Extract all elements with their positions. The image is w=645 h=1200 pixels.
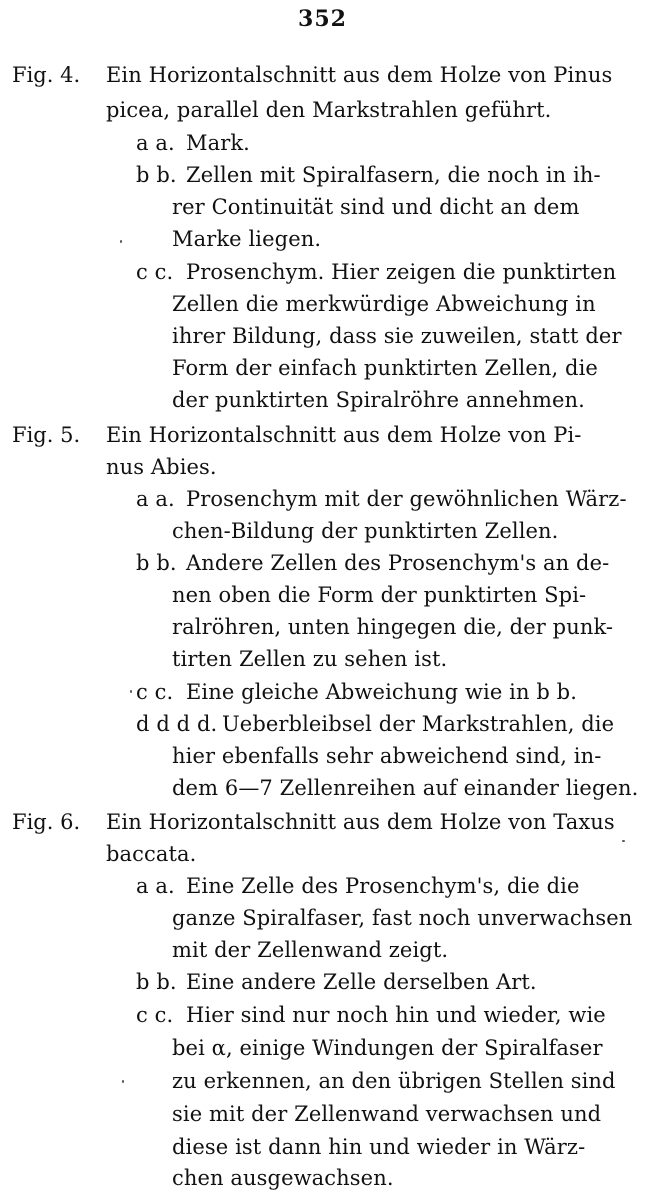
figure-4-item-c-line-2: Zellen die merkwürdige Abweichung in bbox=[172, 292, 596, 316]
figure-6-item-c-line-5: diese ist dann hin und wieder in Wärz- bbox=[172, 1135, 586, 1159]
figure-4-item-c-line-3: ihrer Bildung, dass sie zuweilen, statt der bbox=[172, 324, 622, 348]
scan-speck bbox=[120, 240, 122, 243]
scan-speck bbox=[122, 1080, 124, 1083]
figure-4-heading-line-2: picea, parallel den Markstrahlen geführt. bbox=[106, 98, 552, 122]
figure-6-item-c-line-2: bei α, einige Windungen der Spiralfaser bbox=[172, 1036, 603, 1060]
figure-6-item-a-key: a a. bbox=[136, 874, 175, 898]
figure-5-item-a-line-1: Prosenchym mit der gewöhnlichen Wärz- bbox=[186, 487, 627, 511]
figure-4-item-b-key: b b. bbox=[136, 163, 177, 187]
figure-5-heading-line-2: nus Abies. bbox=[106, 455, 217, 479]
figure-4-item-a-key: a a. bbox=[136, 131, 175, 155]
figure-5-item-b-line-1: Andere Zellen des Prosenchym's an de- bbox=[186, 551, 610, 575]
figure-6-heading-line-2: baccata. bbox=[106, 842, 197, 866]
figure-5-heading-line-1: Ein Horizontalschnitt aus dem Holze von Pi- bbox=[106, 423, 582, 447]
figure-5-item-d-key: d d d d. bbox=[136, 712, 218, 736]
figure-6-item-c-line-1: Hier sind nur noch hin und wieder, wie bbox=[186, 1003, 606, 1027]
figure-5-item-d-line-2: hier ebenfalls sehr abweichend sind, in- bbox=[172, 744, 602, 768]
figure-6-label: Fig. 6. bbox=[12, 810, 81, 834]
figure-6-item-a-line-3: mit der Zellenwand zeigt. bbox=[172, 938, 449, 962]
figure-4-item-b-line-2: rer Continuität sind und dicht an dem bbox=[172, 195, 580, 219]
scan-speck bbox=[622, 840, 625, 842]
figure-4-item-c-line-1: Prosenchym. Hier zeigen die punktirten bbox=[186, 260, 617, 284]
page-number: 352 bbox=[298, 6, 347, 32]
figure-4-item-c-key: c c. bbox=[136, 260, 174, 284]
figure-6-item-a-line-1: Eine Zelle des Prosenchym's, die die bbox=[186, 874, 580, 898]
figure-5-item-b-line-4: tirten Zellen zu sehen ist. bbox=[172, 647, 448, 671]
figure-5-item-c-key: c c. bbox=[136, 680, 174, 704]
figure-4-heading-line-1: Ein Horizontalschnitt aus dem Holze von Pinus bbox=[106, 63, 613, 87]
figure-5-item-a-key: a a. bbox=[136, 487, 175, 511]
figure-6-item-c-key: c c. bbox=[136, 1003, 174, 1027]
figure-6-item-b-key: b b. bbox=[136, 970, 177, 994]
figure-4-label: Fig. 4. bbox=[12, 63, 81, 87]
figure-5-item-d-line-1: Ueberbleibsel der Markstrahlen, die bbox=[222, 712, 615, 736]
figure-5-label: Fig. 5. bbox=[12, 423, 81, 447]
figure-4-item-b-line-1: Zellen mit Spiralfasern, die noch in ih- bbox=[186, 163, 601, 187]
figure-6-item-c-line-6: chen ausgewachsen. bbox=[172, 1166, 394, 1190]
figure-5-item-a-line-2: chen-Bildung der punktirten Zellen. bbox=[172, 519, 559, 543]
figure-5-item-b-key: b b. bbox=[136, 551, 177, 575]
figure-4-item-b-line-3: Marke liegen. bbox=[172, 227, 322, 251]
figure-6-item-b-line-1: Eine andere Zelle derselben Art. bbox=[186, 970, 537, 994]
figure-4-item-a-line-1: Mark. bbox=[186, 131, 250, 155]
figure-5-item-b-line-3: ralröhren, unten hingegen die, der punk- bbox=[172, 615, 614, 639]
figure-5-item-b-line-2: nen oben die Form der punktirten Spi- bbox=[172, 583, 587, 607]
figure-6-item-c-line-3: zu erkennen, an den übrigen Stellen sind bbox=[172, 1069, 616, 1093]
figure-6-heading-line-1: Ein Horizontalschnitt aus dem Holze von Taxus bbox=[106, 810, 615, 834]
figure-4-item-c-line-4: Form der einfach punktirten Zellen, die bbox=[172, 356, 598, 380]
figure-6-item-a-line-2: ganze Spiralfaser, fast noch unverwachsen bbox=[172, 906, 633, 930]
figure-5-item-c-line-1: Eine gleiche Abweichung wie in b b. bbox=[186, 680, 577, 704]
figure-4-item-c-line-5: der punktirten Spiralröhre annehmen. bbox=[172, 388, 585, 412]
figure-5-item-d-line-3: dem 6—7 Zellenreihen auf einander liegen. bbox=[172, 776, 639, 800]
scan-speck bbox=[130, 690, 132, 693]
figure-6-item-c-line-4: sie mit der Zellenwand verwachsen und bbox=[172, 1102, 602, 1126]
